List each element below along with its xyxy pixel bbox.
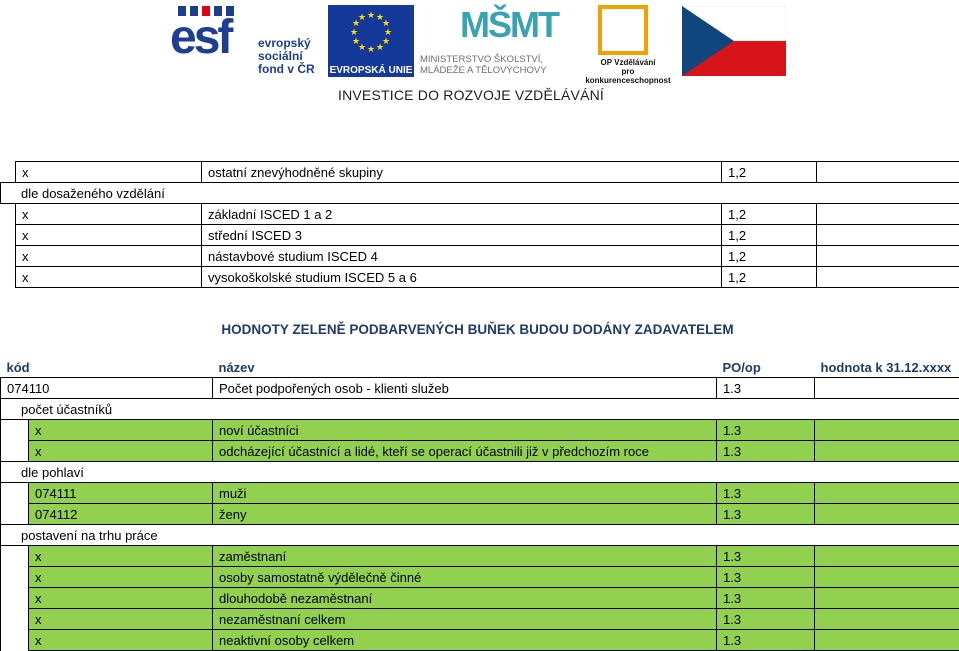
- code-cell: 074111: [29, 483, 213, 504]
- value-cell: 1,2: [722, 267, 817, 288]
- name-cell: ženy: [213, 504, 717, 525]
- code-cell: x: [16, 267, 202, 288]
- empty-cell: [817, 246, 959, 267]
- svg-text:★: ★: [375, 43, 385, 53]
- op-line-1: OP Vzdělávání: [600, 58, 656, 67]
- svg-text:★: ★: [351, 37, 361, 47]
- header-name: název: [218, 359, 255, 375]
- svg-text:★: ★: [366, 45, 376, 55]
- esf-line-2: sociální: [258, 49, 303, 63]
- table-row: [1, 525, 959, 546]
- empty-cell: [817, 267, 959, 288]
- svg-text:★: ★: [357, 13, 367, 23]
- name-cell: vysokoškolské studium ISCED 5 a 6: [202, 267, 722, 288]
- po-cell: 1.3: [717, 630, 815, 651]
- table-row: [1, 399, 959, 420]
- name-cell: muži: [213, 483, 717, 504]
- name-cell: noví účastníci: [213, 420, 717, 441]
- po-cell: 1.3: [717, 504, 815, 525]
- svg-text:★: ★: [357, 43, 367, 53]
- table-row: [1, 267, 959, 288]
- po-cell: 1.3: [717, 567, 815, 588]
- esf-logo: [170, 4, 324, 78]
- svg-text:★: ★: [383, 28, 393, 38]
- table-row: [1, 588, 959, 609]
- msmt-line-2: MLÁDEŽE A TĚLOVÝCHOVY: [420, 65, 547, 76]
- bottom-table: [0, 357, 959, 651]
- code-cell: x: [29, 420, 213, 441]
- msmt-mark: MŠMT: [460, 4, 558, 45]
- svg-text:★: ★: [381, 19, 391, 29]
- svg-text:★: ★: [375, 13, 385, 23]
- msmt-text: [420, 54, 575, 76]
- value-cell: 1,2: [722, 204, 817, 225]
- value-cell: [815, 588, 959, 609]
- value-cell: 1,2: [722, 162, 817, 183]
- name-cell: Počet podpořených osob - klienti služeb: [213, 378, 717, 399]
- name-cell: nástavbové studium ISCED 4: [202, 246, 722, 267]
- header-logos: [0, 0, 959, 110]
- po-cell: 1.3: [717, 441, 815, 462]
- msmt-line-1: MINISTERSTVO ŠKOLSTVÍ,: [420, 54, 543, 65]
- value-cell: [815, 630, 959, 651]
- name-cell: neaktivní osoby celkem: [213, 630, 717, 651]
- header-po: PO/op: [722, 359, 761, 375]
- name-cell: ostatní znevýhodněné skupiny: [202, 162, 722, 183]
- po-cell: 1.3: [717, 546, 815, 567]
- op-line-2: pro konkurenceschopnost: [585, 67, 671, 85]
- table-row: [1, 420, 959, 441]
- banner-label: INVESTICE DO ROZVOJE VZDĚLÁVÁNÍ: [337, 87, 605, 103]
- code-cell: x: [29, 441, 213, 462]
- op-text: [578, 58, 678, 85]
- value-cell: [815, 504, 959, 525]
- code-cell: 074112: [29, 504, 213, 525]
- table-row: [1, 246, 959, 267]
- code-cell: x: [29, 630, 213, 651]
- op-square-icon: [598, 5, 648, 55]
- table-row: [1, 204, 959, 225]
- header-row: [1, 357, 959, 378]
- table-row: [1, 504, 959, 525]
- table-row: [1, 378, 959, 399]
- section-title: [0, 322, 959, 337]
- table-row: [1, 609, 959, 630]
- code-cell: x: [16, 225, 202, 246]
- group-label: dle pohlaví: [1, 462, 959, 483]
- esf-line-3: fond v ČR: [258, 62, 315, 76]
- eu-logo: [328, 5, 414, 77]
- svg-text:★: ★: [349, 28, 359, 38]
- name-cell: základní ISCED 1 a 2: [202, 204, 722, 225]
- value-cell: [815, 420, 959, 441]
- value-cell: [815, 609, 959, 630]
- group-label: postavení na trhu práce: [1, 525, 959, 546]
- table-row: [1, 441, 959, 462]
- group-label: počet účastníků: [1, 399, 959, 420]
- table-row: [1, 225, 959, 246]
- esf-line-1: evropský: [258, 36, 311, 50]
- svg-text:★: ★: [381, 37, 391, 47]
- esf-text: [258, 37, 315, 76]
- msmt-logo: [420, 2, 572, 76]
- value-cell: 1,2: [722, 225, 817, 246]
- table-row: [1, 546, 959, 567]
- top-table: [0, 161, 959, 288]
- table-row: [1, 567, 959, 588]
- name-cell: zaměstnaní: [213, 546, 717, 567]
- po-cell: 1.3: [717, 483, 815, 504]
- empty-cell: [817, 204, 959, 225]
- value-cell: [815, 483, 959, 504]
- value-cell: 1,2: [722, 246, 817, 267]
- value-cell: [815, 567, 959, 588]
- group-label: dle dosaženého vzdělání: [1, 183, 959, 204]
- header-value: hodnota k 31.12.xxxx: [820, 359, 952, 375]
- value-cell: [815, 378, 959, 399]
- po-cell: 1.3: [717, 609, 815, 630]
- svg-text:★: ★: [351, 19, 361, 29]
- code-cell: x: [16, 162, 202, 183]
- code-cell: x: [29, 588, 213, 609]
- name-cell: osoby samostatně výdělečně činné: [213, 567, 717, 588]
- code-cell: 074110: [1, 378, 213, 399]
- banner-text: [0, 87, 959, 103]
- eu-label: EVROPSKÁ UNIE: [329, 65, 413, 76]
- empty-cell: [817, 225, 959, 246]
- table-row: [1, 162, 959, 183]
- table-row: [1, 183, 959, 204]
- header-code: kód: [6, 359, 30, 375]
- table-row: [1, 462, 959, 483]
- eu-stars-icon: [328, 5, 414, 65]
- op-logo: [578, 2, 678, 85]
- code-cell: x: [29, 609, 213, 630]
- po-cell: 1.3: [717, 588, 815, 609]
- code-cell: x: [29, 546, 213, 567]
- code-cell: x: [29, 567, 213, 588]
- name-cell: dlouhodobě nezaměstnaní: [213, 588, 717, 609]
- po-cell: 1.3: [717, 378, 815, 399]
- name-cell: odcházející účastnící a lidé, kteří se operací účastnili již v předchozím roce: [213, 441, 717, 462]
- code-cell: x: [16, 204, 202, 225]
- esf-word: esf: [170, 11, 231, 64]
- section-title-text: HODNOTY ZELENĚ PODBARVENÝCH BUŇEK BUDOU DODÁNY ZADAVATELEM: [221, 322, 734, 337]
- table-row: [1, 483, 959, 504]
- value-cell: [815, 441, 959, 462]
- czech-flag-icon: [682, 6, 786, 76]
- po-cell: 1.3: [717, 420, 815, 441]
- svg-text:★: ★: [366, 11, 376, 21]
- code-cell: x: [16, 246, 202, 267]
- name-cell: střední ISCED 3: [202, 225, 722, 246]
- name-cell: nezaměstnaní celkem: [213, 609, 717, 630]
- table-row: [1, 630, 959, 651]
- value-cell: [815, 546, 959, 567]
- empty-cell: [817, 162, 959, 183]
